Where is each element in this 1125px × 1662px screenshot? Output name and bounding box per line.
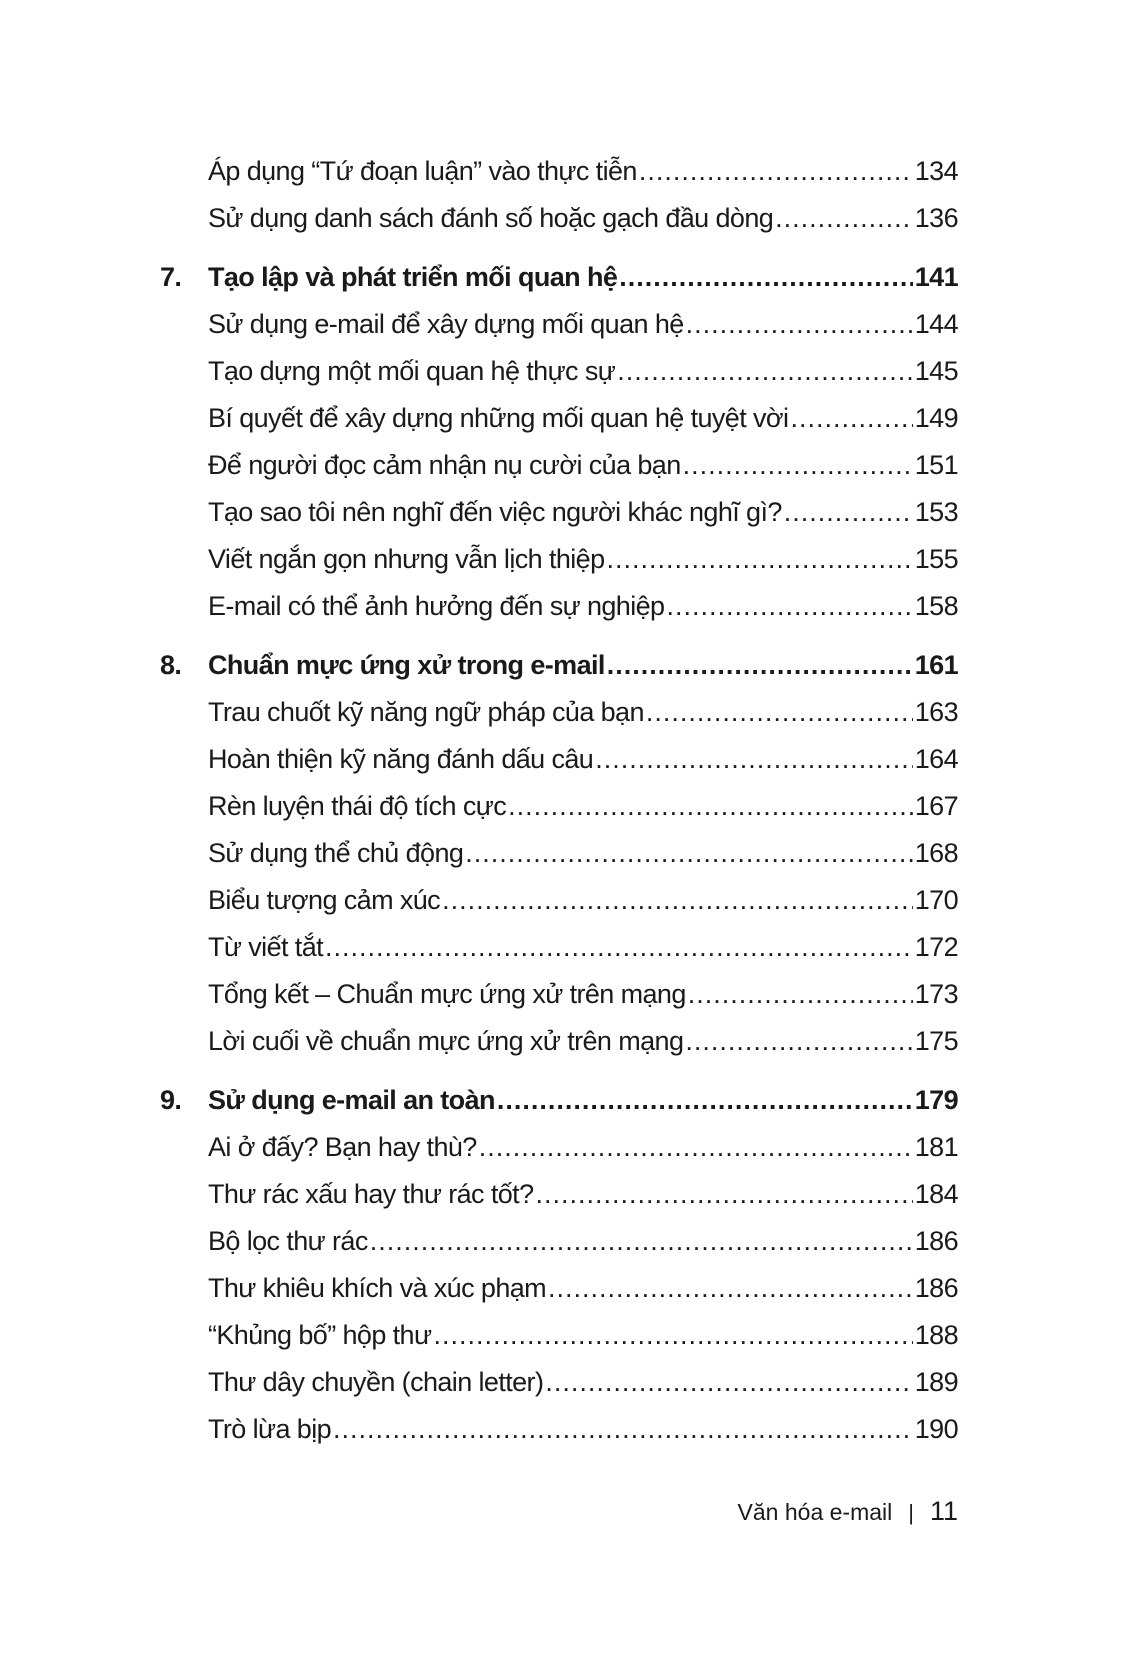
toc-entry-page: 155 bbox=[914, 544, 958, 574]
table-of-contents bbox=[160, 148, 958, 1453]
toc-entry-title: Hoàn thiện kỹ năng đánh dấu câu bbox=[208, 744, 594, 774]
toc-entry-title: Áp dụng “Tứ đoạn luận” vào thực tiễn bbox=[208, 156, 637, 186]
toc-section-row bbox=[160, 1265, 958, 1312]
footer-separator: | bbox=[908, 1500, 914, 1525]
toc-entry-page: 153 bbox=[914, 497, 958, 527]
toc-entry-title: Ai ở đấy? Bạn hay thù? bbox=[208, 1132, 477, 1162]
toc-entry-title: Tạo sao tôi nên nghĩ đến việc người khác nghĩ gì? bbox=[208, 497, 782, 527]
toc-entry-page: 179 bbox=[914, 1085, 958, 1115]
toc-entry-title: Thư dây chuyền (chain letter) bbox=[208, 1367, 544, 1397]
toc-entry-title: Biểu tượng cảm xúc bbox=[208, 885, 441, 915]
toc-section-row bbox=[160, 736, 958, 783]
toc-entry-page: 188 bbox=[914, 1320, 958, 1350]
toc-entry-title: Viết ngắn gọn nhưng vẫn lịch thiệp bbox=[208, 544, 605, 574]
toc-entry-title: Trau chuốt kỹ năng ngữ pháp của bạn bbox=[208, 697, 644, 727]
toc-entry-page: 184 bbox=[914, 1179, 958, 1209]
toc-section-row bbox=[160, 1124, 958, 1171]
toc-entry-page: 186 bbox=[914, 1226, 958, 1256]
toc-section-row bbox=[160, 148, 958, 195]
toc-entry-title: “Khủng bố” hộp thư bbox=[208, 1320, 432, 1350]
toc-dot-leader bbox=[536, 1171, 913, 1218]
toc-section-row bbox=[160, 489, 958, 536]
toc-entry-title: Sử dụng e-mail an toàn bbox=[208, 1085, 495, 1115]
toc-section-row bbox=[160, 1171, 958, 1218]
toc-entry-page: 186 bbox=[914, 1273, 958, 1303]
toc-entry-title: Sử dụng danh sách đánh số hoặc gạch đầu dòng bbox=[208, 203, 774, 233]
toc-chapter-row bbox=[160, 1077, 958, 1124]
toc-entry-page: 158 bbox=[914, 591, 958, 621]
toc-dot-leader bbox=[683, 442, 913, 489]
toc-entry-page: 161 bbox=[914, 650, 958, 680]
toc-dot-leader bbox=[325, 924, 913, 971]
toc-entry-page: 164 bbox=[914, 744, 958, 774]
toc-dot-leader bbox=[508, 783, 913, 830]
toc-entry-page: 134 bbox=[914, 156, 958, 186]
toc-dot-leader bbox=[465, 830, 912, 877]
toc-dot-leader bbox=[497, 1077, 913, 1124]
toc-dot-leader bbox=[442, 877, 913, 924]
toc-dot-leader bbox=[617, 348, 913, 395]
toc-section-row bbox=[160, 1359, 958, 1406]
toc-entry-page: 144 bbox=[914, 309, 958, 339]
toc-entry-page: 151 bbox=[914, 450, 958, 480]
toc-section-row bbox=[160, 830, 958, 877]
toc-section-row bbox=[160, 1018, 958, 1065]
toc-entry-title: Tạo dựng một mối quan hệ thực sự bbox=[208, 356, 616, 386]
page-footer bbox=[700, 1496, 958, 1527]
toc-entry-page: 175 bbox=[914, 1026, 958, 1056]
toc-entry-title: Sử dụng thể chủ động bbox=[208, 838, 464, 868]
toc-entry-page: 145 bbox=[914, 356, 958, 386]
toc-section-row bbox=[160, 877, 958, 924]
toc-section-row bbox=[160, 1406, 958, 1453]
toc-entry-number: 8. bbox=[160, 650, 182, 680]
toc-entry-title: Rèn luyện thái độ tích cực bbox=[208, 791, 507, 821]
toc-section-row bbox=[160, 195, 958, 242]
toc-entry-title: Thư rác xấu hay thư rác tốt? bbox=[208, 1179, 534, 1209]
toc-entry-title: Từ viết tắt bbox=[208, 932, 324, 962]
toc-chapter-row bbox=[160, 254, 958, 301]
toc-dot-leader bbox=[548, 1265, 913, 1312]
toc-section-row bbox=[160, 1312, 958, 1359]
toc-dot-leader bbox=[685, 1018, 912, 1065]
toc-entry-title: Chuẩn mực ứng xử trong e-mail bbox=[208, 650, 605, 680]
toc-entry-title: Lời cuối về chuẩn mực ứng xử trên mạng bbox=[208, 1026, 684, 1056]
toc-entry-title: Tạo lập và phát triển mối quan hệ bbox=[208, 262, 618, 292]
toc-entry-title: Thư khiêu khích và xúc phạm bbox=[208, 1273, 547, 1303]
toc-dot-leader bbox=[433, 1312, 912, 1359]
toc-dot-leader bbox=[688, 971, 913, 1018]
toc-dot-leader bbox=[479, 1124, 913, 1171]
toc-dot-leader bbox=[619, 254, 912, 301]
toc-entry-page: 141 bbox=[914, 262, 958, 292]
toc-entry-page: 163 bbox=[914, 697, 958, 727]
toc-section-row bbox=[160, 1218, 958, 1265]
toc-entry-number: 9. bbox=[160, 1085, 182, 1115]
toc-entry-title: Bí quyết để xây dựng những mối quan hệ tuyệt vời bbox=[208, 403, 789, 433]
toc-entry-number: 7. bbox=[160, 262, 182, 292]
toc-entry-page: 170 bbox=[914, 885, 958, 915]
toc-entry-page: 168 bbox=[914, 838, 958, 868]
toc-dot-leader bbox=[666, 583, 912, 630]
toc-dot-leader bbox=[790, 395, 912, 442]
toc-dot-leader bbox=[595, 736, 913, 783]
toc-dot-leader bbox=[646, 689, 913, 736]
toc-entry-page: 136 bbox=[914, 203, 958, 233]
toc-dot-leader bbox=[775, 195, 913, 242]
toc-entry-page: 189 bbox=[914, 1367, 958, 1397]
toc-section-row bbox=[160, 583, 958, 630]
toc-dot-leader bbox=[686, 301, 913, 348]
toc-section-row bbox=[160, 924, 958, 971]
toc-section-row bbox=[160, 348, 958, 395]
toc-dot-leader bbox=[333, 1406, 913, 1453]
footer-page-number: 11 bbox=[929, 1496, 958, 1526]
toc-section-row bbox=[160, 301, 958, 348]
toc-section-row bbox=[160, 442, 958, 489]
toc-dot-leader bbox=[607, 642, 913, 689]
toc-section-row bbox=[160, 395, 958, 442]
toc-entry-title: Bộ lọc thư rác bbox=[208, 1226, 368, 1256]
toc-section-row bbox=[160, 783, 958, 830]
toc-section-row bbox=[160, 689, 958, 736]
toc-entry-page: 173 bbox=[914, 979, 958, 1009]
toc-dot-leader bbox=[607, 536, 913, 583]
toc-section-row bbox=[160, 971, 958, 1018]
toc-entry-title: Tổng kết – Chuẩn mực ứng xử trên mạng bbox=[208, 979, 686, 1009]
toc-entry-page: 190 bbox=[914, 1414, 958, 1444]
toc-dot-leader bbox=[639, 148, 913, 195]
toc-dot-leader bbox=[545, 1359, 912, 1406]
toc-dot-leader bbox=[784, 489, 913, 536]
toc-entry-title: Để người đọc cảm nhận nụ cười của bạn bbox=[208, 450, 681, 480]
footer-book-title: Văn hóa e-mail bbox=[737, 1499, 893, 1525]
toc-entry-page: 172 bbox=[914, 932, 958, 962]
toc-entry-page: 181 bbox=[914, 1132, 958, 1162]
toc-entry-title: Sử dụng e-mail để xây dựng mối quan hệ bbox=[208, 309, 684, 339]
toc-entry-page: 167 bbox=[914, 791, 958, 821]
toc-entry-page: 149 bbox=[914, 403, 958, 433]
toc-section-row bbox=[160, 536, 958, 583]
toc-entry-title: Trò lừa bịp bbox=[208, 1414, 332, 1444]
toc-chapter-row bbox=[160, 642, 958, 689]
toc-entry-title: E-mail có thể ảnh hưởng đến sự nghiệp bbox=[208, 591, 665, 621]
toc-dot-leader bbox=[370, 1218, 913, 1265]
